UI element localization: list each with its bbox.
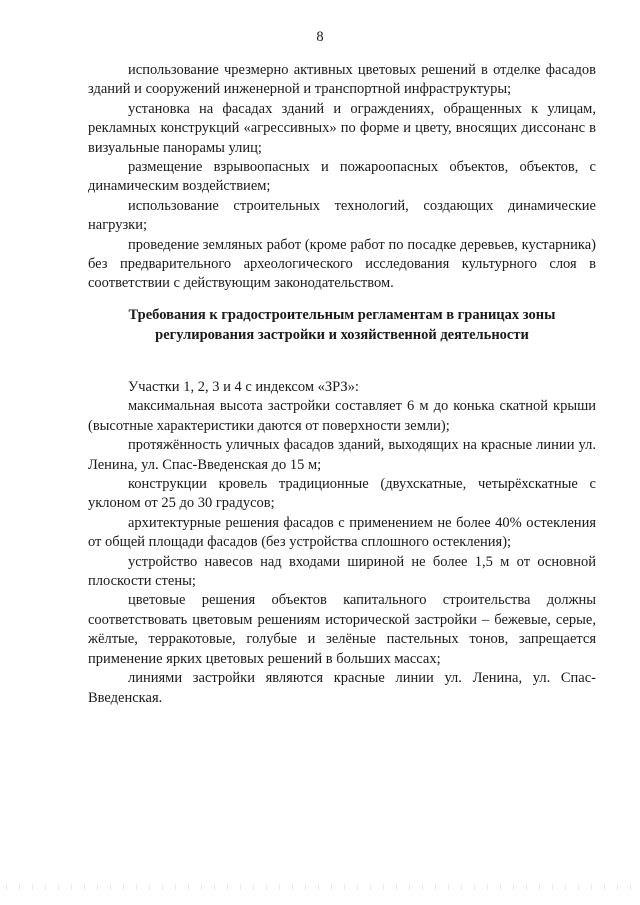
requirements-list: [88, 378, 596, 708]
list-item: установка на фасадах зданий и ограждениях, обращенных к улицам, рекламных конструкций «агрессивных» по форме и цвету, вносящих диссонанс в визуальные панорамы улиц;: [88, 100, 596, 156]
list-item: максимальная высота застройки составляет 6 м до конька скатной крыши (высотные характеристики даются от поверхности земли);: [88, 398, 596, 434]
scan-noise: [0, 884, 640, 890]
list-item: размещение взрывоопасных и пожароопасных объектов, объектов, с динамическим воздействием;: [88, 159, 596, 195]
list-item: конструкции кровель традиционные (двухскатные, четырёхскатные с уклоном от 25 до 30 градусов;: [88, 476, 596, 512]
list-item: Участки 1, 2, 3 и 4 с индексом «ЗРЗ»:: [128, 379, 359, 395]
list-item: проведение земляных работ (кроме работ по посадке деревьев, кустарника) без предварительного археологического исследования культурного слоя в соответствии с действующим законодательством.: [88, 236, 596, 292]
list-item: цветовые решения объектов капитального строительства должны соответствовать цветовым решениям исторической застройки – бежевые, серые, жёлтые, терракотовые, голубые и зелёные пастельных тонов, запрещается применение ярких цветовых решений в больших массах;: [88, 592, 596, 667]
section-heading: Требования к градостроительным регламентам в границах зоны регулирования застройки и хозяйственной деятельности: [128, 307, 556, 343]
list-item: использование строительных технологий, создающих динамические нагрузки;: [88, 197, 596, 234]
list-item: линиями застройки являются красные линии ул. Ленина, ул. Спас-Введенская.: [88, 670, 596, 706]
restrictions-list: [88, 61, 596, 294]
list-item: архитектурные решения фасадов с применением не более 40% остекления от общей площади фасадов (без устройства сплошного остекления);: [88, 514, 596, 551]
list-item: использование чрезмерно активных цветовых решений в отделке фасадов зданий и сооружений инженерной и транспортной инфраструктуры;: [88, 62, 596, 98]
list-item: устройство навесов над входами шириной не более 1,5 м от основной плоскости стены;: [88, 553, 596, 590]
page-number: 8: [316, 29, 324, 45]
list-item: протяжённость уличных фасадов зданий, выходящих на красные линии ул. Ленина, ул. Спас-Введенская до 15 м;: [88, 437, 596, 473]
